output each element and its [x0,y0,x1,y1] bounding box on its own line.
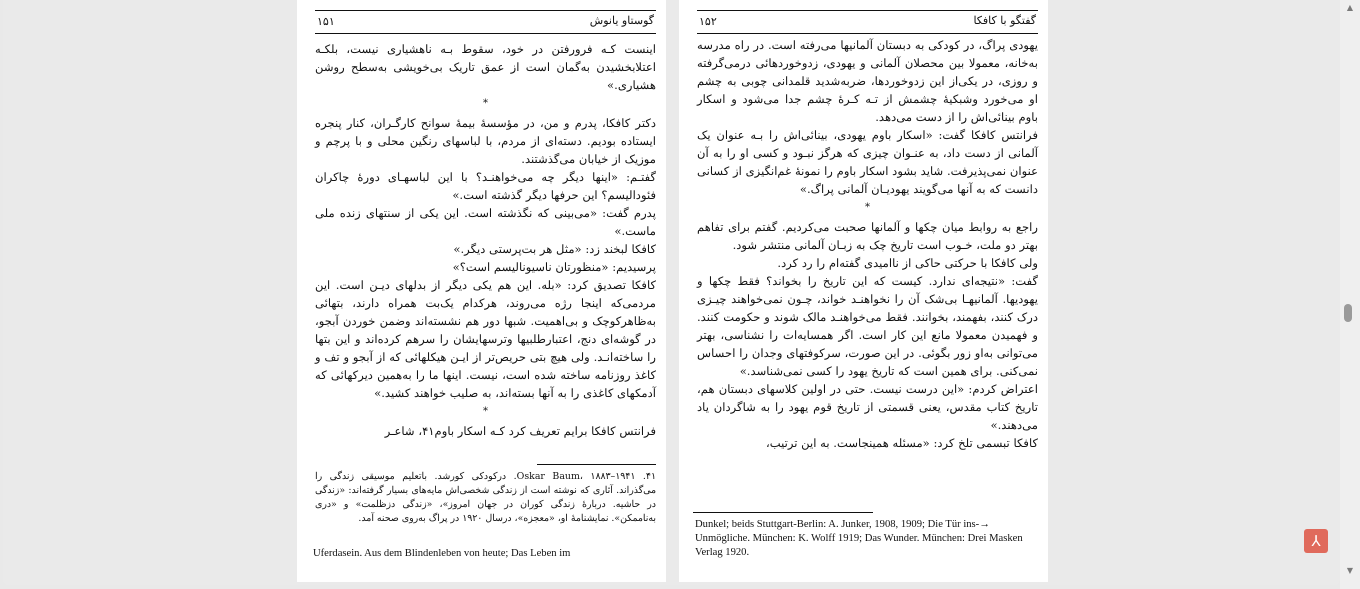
running-header [697,10,1038,34]
footnote-latin-line: Uferdasein. Aus dem Blindenleben von heute; Das Leben im [313,548,571,559]
running-title: گوستاو یانوش [589,14,654,27]
paragraph: فرانتس کافکا گفت: «اسکار باوم یهودی، بینائی‌اش را بـه عنوان یک آلمانی از دست داد، به عنـوان چیزی که هرگز نبـود و کسی او را به آن عنوان نمی‌پذیرفت. شاید بشود اسکار باوم را نمونهٔ غم‌انگیزی از کسانی دانست که به آنها می‌گویند یهودیـان آلمانی پراگ.» [697,128,1038,196]
page-body [315,40,656,448]
scrollbar-thumb[interactable] [1344,304,1352,322]
vertical-scrollbar[interactable] [1340,0,1360,589]
scroll-up-arrow-icon[interactable]: ▲ [1346,3,1354,12]
paragraph: گفت: «نتیجه‌ای ندارد. کیست که این تاریخ را بخواند؟ فقط چکها و یهودیها. آلمانیهـا بی‌شک آن را نخواهنـد خواند، چـون نمی‌خواهند چیـزی درک کنند، بفهمند، بخوانند. فقط می‌خواهنـد مالک شوند و حکومت کنند. و فهمیدن معمولا مانع این کار است. اگر همسایه‌ات را نشناسی، بهتر می‌توانی به‌او زور بگوئی. در این صورت، سرکوفتهای وجدان را احساس نمی‌کنی. برای همین است که تاریخ یهود را کسی نمی‌شناسد.» [697,274,1038,378]
scroll-down-arrow-icon[interactable]: ▼ [1346,566,1354,575]
paragraph: راجع به روابط میان چکها و آلمانها صحبت می‌کردیم. گفتم برای تفاهم بهتر دو ملت، خـوب است تاریخ چک به زبـان آلمانی منتشر شود. [697,220,1038,252]
paragraph: پرسیدیم: «منظورتان ناسیونالیسم است؟» [452,260,656,274]
paragraph: اعتراض کردم: «این درست نیست. حتی در اولین کلاسهای دبستان هم، تاریخ کتاب مقدس، یعنی قسمتی از تاریخ قوم یهود را به شاگردان یاد می‌دهند.» [697,382,1038,432]
page-number: ۱۵۲ [699,15,717,28]
paragraph: پدرم گفت: «می‌بینی که نگذشته است. این یکی از سنتهای زنده ملی ماست.» [315,206,656,238]
footnote-rule [537,464,656,465]
section-separator: * [483,406,488,417]
paragraph: یهودی پراگ، در کودکی به دبستان آلمانیها می‌رفته است. در راه مدرسه به‌خانه، معمولا بین محصلان آلمانی و یهودی، زدوخوردهائی درمی‌گرفته و روزی، در یکی‌از این زدوخوردها، ضربه‌شدید قلمدانی چوبی به چشم او می‌خورد وشبکیهٔ چشمش از تـه کـرهٔ چشم جدا می‌شود و اسکار باوم بینائی‌اش را از دست می‌دهد. [697,38,1038,124]
page-body [697,36,1038,506]
pdf-page-151 [297,0,666,582]
pdf-viewer[interactable] [3,0,1340,585]
footnote-rule [693,512,873,513]
section-separator: * [865,202,870,213]
running-header [315,10,656,34]
running-title: گفتگو با کافکا [973,14,1036,27]
pdf-acrobat-icon[interactable]: ⅄ [1304,529,1328,553]
footnote-latin-continuation: Dunkel; beids Stuttgart-Berlin: A. Junker, 1908, 1909; Die Tür ins-→ Unmögliche. München: K. Wolff 1919; Das Wunder. München: Drei Masken Verlag 1920. [695,519,1023,558]
paragraph: ولی کافکا با حرکتی حاکی از ناامیدی گفته‌ام را رد کرد. [777,256,1038,270]
paragraph: گفتـم: «اینها دیگر چه می‌خواهنـد؟ با این لباسهـای دورهٔ چاکران فئودالیسم؟ این حرفها دیگر گذشته است.» [315,170,656,202]
pdf-page-152 [679,0,1048,582]
paragraph: کافکا تصدیق کرد: «بله. این هم یکی دیگر از بدلهای دیـن است. این مردمی‌که اینجا رژه می‌روند، هرکدام یک‌بت همراه دارند، بتهائی به‌ظاهرکوچک و بی‌اهمیت. شبها دور هم نشسته‌اند وضمن خوردن آبجو، در گوشه‌ای دنج، اعتبارطلبیها وترسهایشان را سرهم کرده‌اند و این بتها را ساخته‌انـد. ولی هیچ بتی حریص‌تر از ایـن هیکلهائی که از آبجو و تف و کاغذ روزنامه ساخته شده است، نیست. اینها ما را به‌همین دیرکهائی که آدمکهای کاغذی را به آنها بسته‌اند، به صلیب خواهند کشید.» [315,278,656,400]
page-number: ۱۵۱ [317,15,335,28]
footnote: ۴۱. Oskar Baum، ۱۸۸۳–۱۹۴۱. درکودکی کورشد. باتعلیم موسیقی زندگی را می‌گذراند. آثاری که نوشته است از زندگی شخصی‌اش مایه‌های بسیار گرفته‌اند: «زندگی در حاشیه. دربارهٔ زندگی کوران در جهان امروز»، «زندگی دزظلمت» و «دری به‌ناممکن». نمایشنامهٔ او، «معجزه»، درسال ۱۹۲۰ در پراگ به‌روی صحنه آمد. [315,471,656,524]
section-separator: * [483,98,488,109]
paragraph: فرانتس کافکا برایم تعریف کرد کـه اسکار باوم۴۱، شاعـر [384,424,656,438]
paragraph: کافکا لبخند زد: «مثل هر بت‌پرستی دیگر.» [453,242,656,256]
paragraph: اینست کـه فرورفتن در خود، سقوط بـه ناهشیاری نیست، بلکـه اعتلابخشیدن به‌گمان است از عمق تاریک بی‌خویشی به‌سطح روشن هشیاری.» [315,42,656,92]
paragraph: دکتر کافکا، پدرم و من، در مؤسسهٔ بیمهٔ سوانح کارگـران، کنار پنجره ایستاده بودیم. دسته‌ای از مردم، با لباسهای رنگین محلی و با پرچم و موزیک از خیابان می‌گذشتند. [315,116,656,166]
paragraph: کافکا تبسمی تلخ کرد: «مسئله همینجاست. به این ترتیب، [766,436,1038,450]
